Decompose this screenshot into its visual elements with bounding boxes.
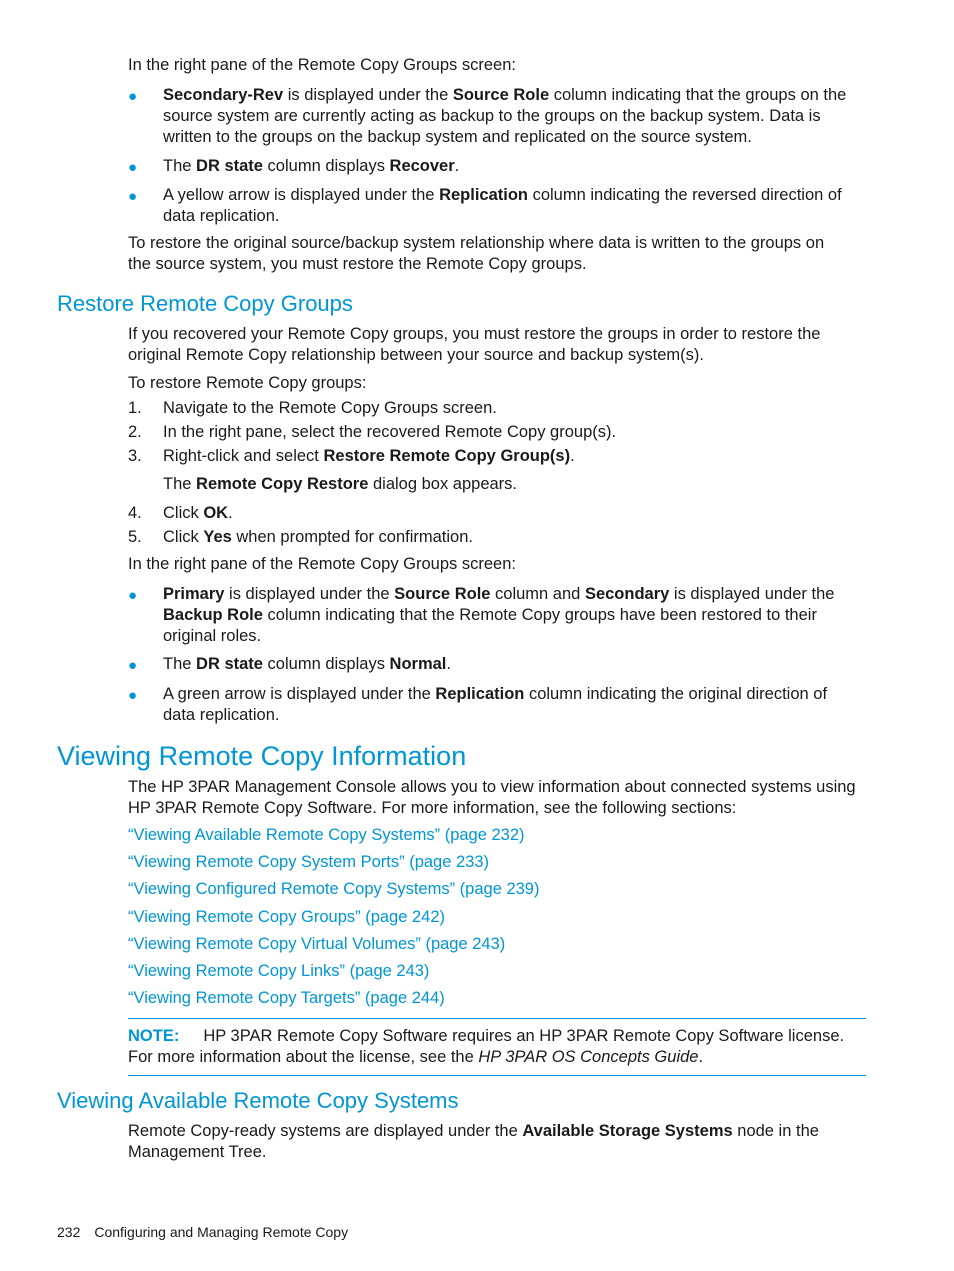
link-virtual-volumes[interactable]: “Viewing Remote Copy Virtual Volumes” (page 243) [128,935,506,953]
step-number: 4. [128,504,142,522]
intro-bullet-3-line2: data replication. [163,207,280,225]
intro-bullet-1-line2: source system are currently acting as backup to the groups on the backup system. Data is [163,107,821,125]
restore-para-line2: original Remote Copy relationship between your source and backup system(s). [128,346,704,364]
restore-bullet-2: The DR state column displays Normal. [163,655,451,673]
step-3-result: The Remote Copy Restore dialog box appears. [163,475,518,493]
step-number: 5. [128,528,142,546]
intro-bullet-1: Secondary-Rev is displayed under the Source Role column indicating that the groups on the [163,86,847,104]
step-number: 2. [128,423,142,441]
bullet-icon: ● [128,88,138,105]
viewing-para-line1: The HP 3PAR Management Console allows you to view information about connected systems using [128,778,856,796]
section-heading-available: Viewing Available Remote Copy Systems [57,1088,459,1113]
concepts-guide-title: HP 3PAR OS Concepts Guide [478,1048,699,1066]
intro-restore-line2: the source system, you must restore the Remote Copy groups. [128,255,587,273]
link-available-systems[interactable]: “Viewing Available Remote Copy Systems” (page 232) [128,826,525,844]
link-groups[interactable]: “Viewing Remote Copy Groups” (page 242) [128,908,446,926]
intro-pane-line: In the right pane of the Remote Copy Groups screen: [128,56,516,74]
viewing-para-line2: HP 3PAR Remote Copy Software. For more information, see the following sections: [128,799,737,817]
step-2: In the right pane, select the recovered Remote Copy group(s). [163,423,617,441]
link-configured-systems[interactable]: “Viewing Configured Remote Copy Systems” (page 239) [128,880,540,898]
page-number: 232 [57,1224,81,1240]
link-links[interactable]: “Viewing Remote Copy Links” (page 243) [128,962,430,980]
restore-bullet-3: A green arrow is displayed under the Replication column indicating the original direction of [163,685,828,703]
bullet-icon: ● [128,657,138,674]
chapter-heading-viewing: Viewing Remote Copy Information [57,741,467,771]
available-para-line2: Management Tree. [128,1143,267,1161]
step-4: Click OK. [163,504,233,522]
restore-para-line1: If you recovered your Remote Copy groups, you must restore the groups in order to restore the [128,325,821,343]
restore-bullet-3-line2: data replication. [163,706,280,724]
available-para-line1: Remote Copy-ready systems are displayed under the Available Storage Systems node in the [128,1122,819,1140]
note-box [128,1018,866,1076]
restore-lead: To restore Remote Copy groups: [128,374,367,392]
page-footer [57,1222,348,1242]
restore-bullet-1-line3: original roles. [163,627,262,645]
section-heading-restore: Restore Remote Copy Groups [57,291,353,316]
intro-bullet-1-line3: written to the groups on the backup system and replicated on the source system. [163,128,752,146]
restore-bullet-1-line2: Backup Role column indicating that the Remote Copy groups have been restored to their [163,606,817,624]
intro-bullet-2: The DR state column displays Recover. [163,157,460,175]
note-line1: NOTE: HP 3PAR Remote Copy Software requires an HP 3PAR Remote Copy Software license. [128,1027,845,1045]
step-number: 1. [128,399,142,417]
step-1: Navigate to the Remote Copy Groups screen. [163,399,497,417]
step-number: 3. [128,447,142,465]
bullet-icon: ● [128,687,138,704]
link-system-ports[interactable]: “Viewing Remote Copy System Ports” (page 233) [128,853,490,871]
link-targets[interactable]: “Viewing Remote Copy Targets” (page 244) [128,989,445,1007]
step-5: Click Yes when prompted for confirmation. [163,528,473,546]
bullet-icon: ● [128,188,138,205]
chapter-title: Configuring and Managing Remote Copy [94,1224,349,1240]
bullet-icon: ● [128,587,138,604]
intro-restore-line1: To restore the original source/backup system relationship where data is written to the groups on [128,234,825,252]
bullet-icon: ● [128,159,138,176]
intro-bullet-3: A yellow arrow is displayed under the Replication column indicating the reversed direction of [163,186,842,204]
note-label: NOTE: [128,1027,180,1045]
restore-bullet-1: Primary is displayed under the Source Role column and Secondary is displayed under the [163,585,835,603]
note-line2: For more information about the license, see the HP 3PAR OS Concepts Guide. [128,1048,704,1066]
step-3: Right-click and select Restore Remote Copy Group(s). [163,447,575,465]
restore-pane-line: In the right pane of the Remote Copy Groups screen: [128,555,516,573]
